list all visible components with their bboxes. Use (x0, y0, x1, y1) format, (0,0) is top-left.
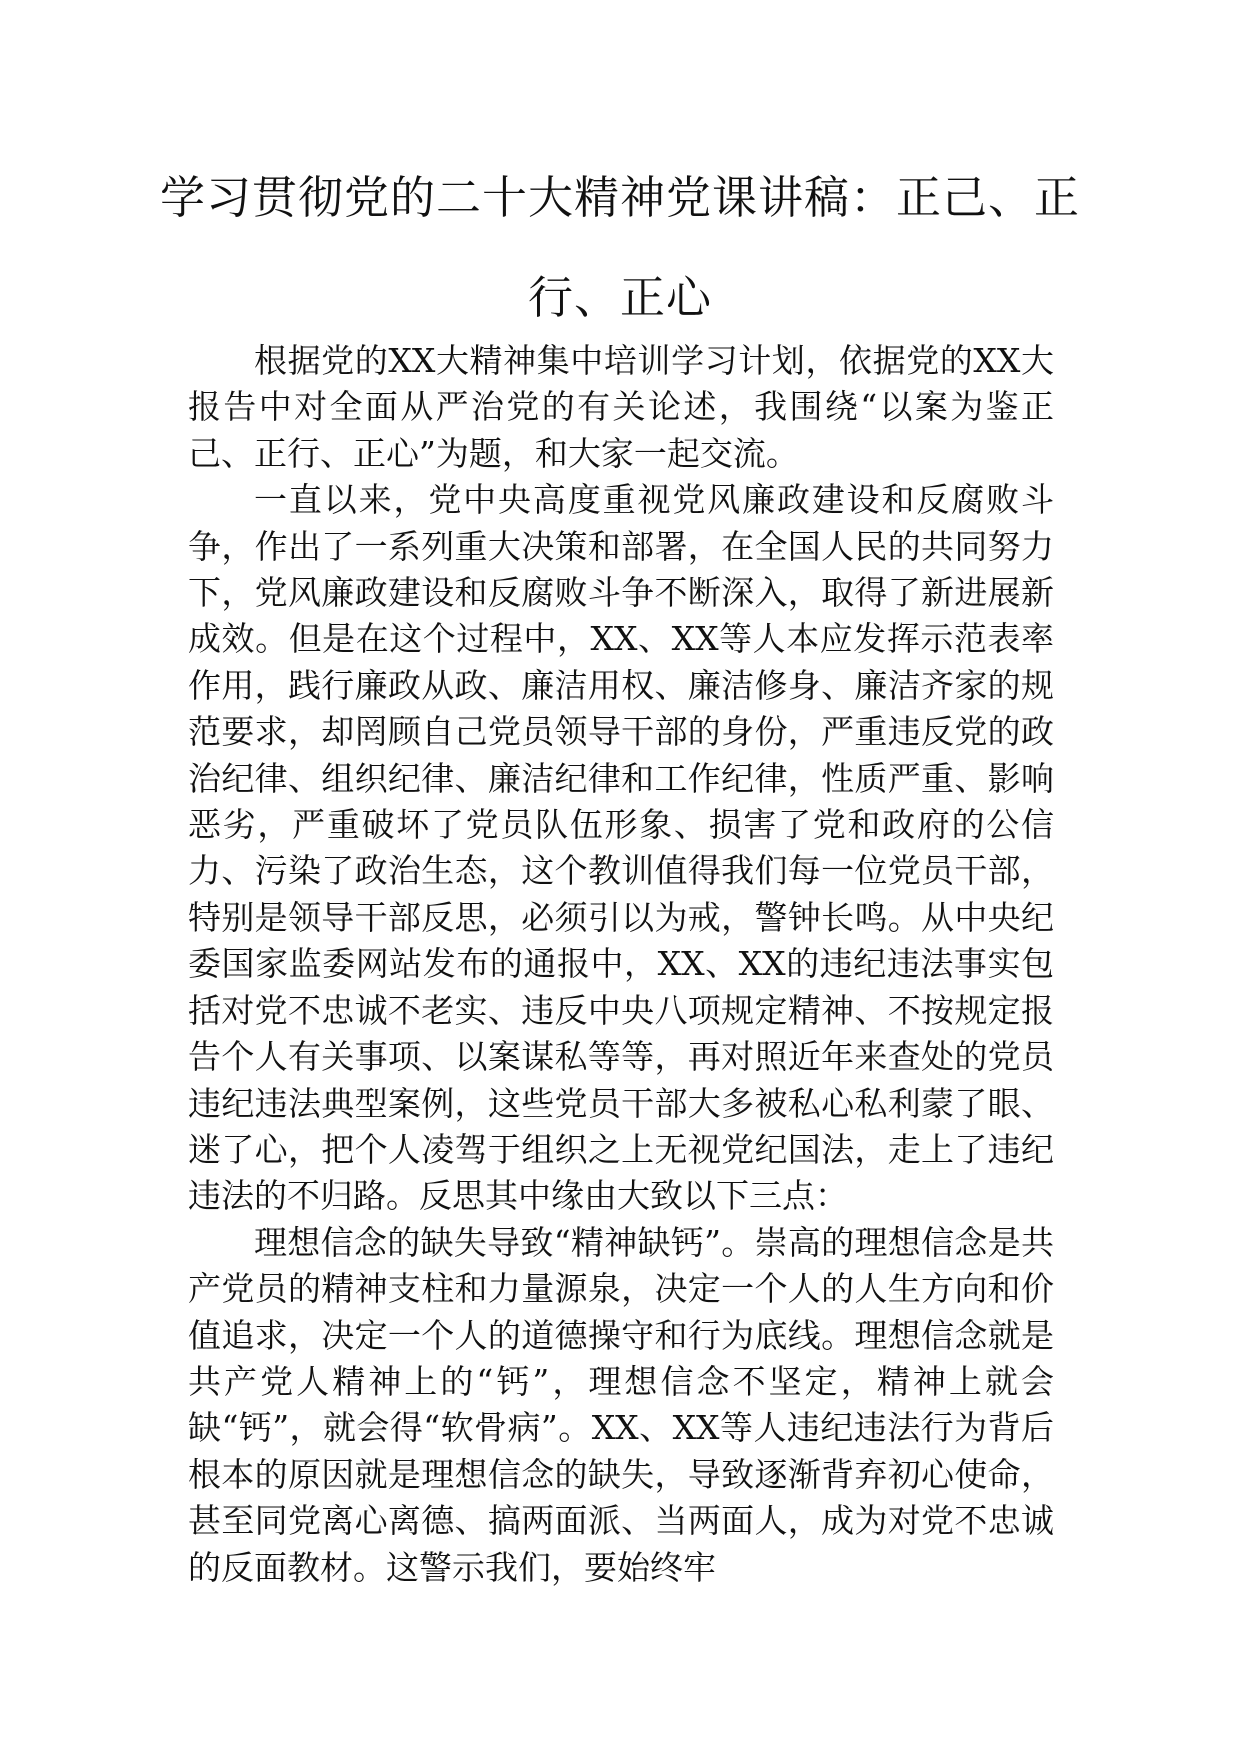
paragraph-intro: 根据党的XX大精神集中培训学习计划，依据党的XX大报告中对全面从严治党的有关论述，我围绕“以案为鉴正己、正行、正心”为题，和大家一起交流。 (188, 341, 1054, 473)
paragraph-background: 一直以来，党中央高度重视党风廉政建设和反腐败斗争，作出了一系列重大决策和部署，在全国人民的共同努力下，党风廉政建设和反腐败斗争不断深入，取得了新进展新成效。但是在这个过程中，XX、XX等人本应发挥示范表率作用，践行廉政从政、廉洁用权、廉洁修身、廉洁齐家的规范要求，却罔顾自己党员领导干部的身份，严重违反党的政治纪律、组织纪律、廉洁纪律和工作纪律，性质严重、影响恶劣，严重破坏了党员队伍形象、损害了党和政府的公信力、污染了政治生态，这个教训值得我们每一位党员干部，特别是领导干部反思，必须引以为戒，警钟长鸣。从中央纪委国家监委网站发布的通报中，XX、XX的违纪违法事实包括对党不忠诚不老实、违反中央八项规定精神、不按规定报告个人有关事项、以案谋私等等，再对照近年来查处的党员违纪违法典型案例，这些党员干部大多被私心私利蒙了眼、迷了心，把个人凌驾于组织之上无视党纪国法，走上了违纪违法的不归路。反思其中缘由大致以下三点： (188, 480, 1054, 1216)
paragraph-ideals: 理想信念的缺失导致“精神缺钙”。崇高的理想信念是共产党员的精神支柱和力量源泉，决定一个人的人生方向和价值追求，决定一个人的道德操守和行为底线。理想信念就是共产党人精神上的“钙”，理想信念不坚定，精神上就会缺“钙”，就会得“软骨病”。XX、XX等人违纪违法行为背后根本的原因就是理想信念的缺失，导致逐渐背弃初心使命，甚至同党离心离德、搞两面派、当两面人，成为对党不忠诚的反面教材。这警示我们，要始终牢 (188, 1222, 1054, 1587)
document-body (188, 338, 1054, 1591)
document-title: 学习贯彻党的二十大精神党课讲稿：正己、正行、正心 (159, 171, 1080, 324)
